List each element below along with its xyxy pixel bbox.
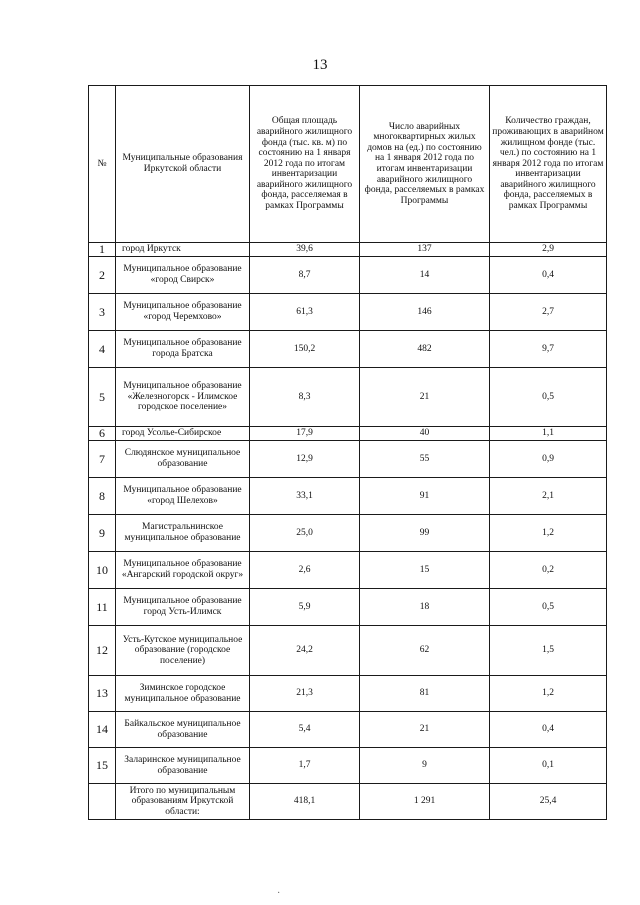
row-municipality: Муниципальное образование «Железногорск - Илимское городское поселение»: [116, 368, 250, 427]
row-citizens: 1,2: [490, 515, 607, 552]
total-citizens: 25,4: [490, 784, 607, 820]
row-num: 7: [89, 441, 116, 478]
total-houses: 1 291: [360, 784, 490, 820]
row-num: 6: [89, 427, 116, 441]
row-num: 12: [89, 626, 116, 676]
row-area: 150,2: [250, 331, 360, 368]
row-area: 39,6: [250, 243, 360, 257]
row-area: 61,3: [250, 294, 360, 331]
row-houses: 40: [360, 427, 490, 441]
row-houses: 482: [360, 331, 490, 368]
row-municipality: Муниципальное образование «город Шелехов»: [116, 478, 250, 515]
row-houses: 99: [360, 515, 490, 552]
row-citizens: 1,1: [490, 427, 607, 441]
row-area: 2,6: [250, 552, 360, 589]
header-area: Общая площадь аварийного жилищного фонда (тыс. кв. м) по состоянию на 1 января 2012 года по итогам инвентаризации аварийного жилищного фонда, расселяемая в рамках Программы: [250, 86, 360, 243]
row-houses: 15: [360, 552, 490, 589]
row-citizens: 0,1: [490, 748, 607, 784]
row-citizens: 0,9: [490, 441, 607, 478]
row-citizens: 2,7: [490, 294, 607, 331]
row-houses: 14: [360, 257, 490, 294]
table-row: [89, 552, 607, 589]
row-municipality: город Иркутск: [116, 243, 250, 257]
row-municipality: Зиминское городское муниципальное образование: [116, 676, 250, 712]
table-row: [89, 589, 607, 626]
row-area: 12,9: [250, 441, 360, 478]
row-num: 13: [89, 676, 116, 712]
row-num: 10: [89, 552, 116, 589]
page-number: 13: [312, 57, 328, 73]
row-num: 14: [89, 712, 116, 748]
table-row: [89, 331, 607, 368]
row-citizens: 2,1: [490, 478, 607, 515]
row-area: 1,7: [250, 748, 360, 784]
row-num: 9: [89, 515, 116, 552]
row-area: 21,3: [250, 676, 360, 712]
row-houses: 21: [360, 712, 490, 748]
row-area: 25,0: [250, 515, 360, 552]
row-citizens: 1,5: [490, 626, 607, 676]
row-municipality: Заларинское муниципальное образование: [116, 748, 250, 784]
header-citizens: Количество граждан, проживающих в аварийном жилищном фонде (тыс. чел.) по состоянию на 1 января 2012 года по итогам инвентаризации аварийного жилищного фонда, расселяемых в рамках Программы: [490, 86, 607, 243]
row-citizens: 0,5: [490, 368, 607, 427]
row-area: 17,9: [250, 427, 360, 441]
row-citizens: 0,4: [490, 257, 607, 294]
row-municipality: Муниципальное образование «город Свирск»: [116, 257, 250, 294]
row-houses: 91: [360, 478, 490, 515]
row-num: 1: [89, 243, 116, 257]
row-municipality: Муниципальное образование «Ангарский городской округ»: [116, 552, 250, 589]
row-houses: 18: [360, 589, 490, 626]
row-houses: 55: [360, 441, 490, 478]
row-citizens: 0,2: [490, 552, 607, 589]
total-area: 418,1: [250, 784, 360, 820]
row-municipality: Слюдянское муниципальное образование: [116, 441, 250, 478]
table-header-row: [89, 86, 607, 243]
row-area: 8,3: [250, 368, 360, 427]
table-row: [89, 243, 607, 257]
row-area: 33,1: [250, 478, 360, 515]
row-area: 24,2: [250, 626, 360, 676]
table-row: [89, 257, 607, 294]
table-row: [89, 441, 607, 478]
row-citizens: 9,7: [490, 331, 607, 368]
scan-mark: ·: [277, 888, 281, 899]
row-municipality: город Усолье-Сибирское: [116, 427, 250, 441]
row-citizens: 0,4: [490, 712, 607, 748]
total-num: [89, 784, 116, 820]
housing-table: [88, 85, 607, 820]
table-row: [89, 294, 607, 331]
row-houses: 137: [360, 243, 490, 257]
row-citizens: 0,5: [490, 589, 607, 626]
row-houses: 81: [360, 676, 490, 712]
row-num: 15: [89, 748, 116, 784]
table-row: [89, 478, 607, 515]
row-municipality: Байкальское муниципальное образование: [116, 712, 250, 748]
row-num: 3: [89, 294, 116, 331]
row-municipality: Муниципальное образование города Братска: [116, 331, 250, 368]
row-area: 5,9: [250, 589, 360, 626]
row-municipality: Магистральнинское муниципальное образование: [116, 515, 250, 552]
row-area: 5,4: [250, 712, 360, 748]
row-houses: 62: [360, 626, 490, 676]
table-row: [89, 712, 607, 748]
table-row: [89, 626, 607, 676]
header-houses: Число аварийных многоквартирных жилых домов на (ед.) по состоянию на 1 января 2012 года по итогам инвентаризации аварийного жилищного фонда, расселяемых в рамках Программы: [360, 86, 490, 243]
row-houses: 146: [360, 294, 490, 331]
table-row: [89, 515, 607, 552]
row-num: 2: [89, 257, 116, 294]
table-row: [89, 368, 607, 427]
row-municipality: Усть-Кутское муниципальное образование (городское поселение): [116, 626, 250, 676]
header-municipality: Муниципальные образования Иркутской области: [116, 86, 250, 243]
table-total-row: [89, 784, 607, 820]
table-row: [89, 676, 607, 712]
row-area: 8,7: [250, 257, 360, 294]
row-municipality: Муниципальное образование «город Черемхово»: [116, 294, 250, 331]
row-num: 4: [89, 331, 116, 368]
row-citizens: 1,2: [490, 676, 607, 712]
row-houses: 9: [360, 748, 490, 784]
table-row: [89, 427, 607, 441]
total-label: Итого по муниципальным образованиям Иркутской области:: [116, 784, 250, 820]
row-num: 11: [89, 589, 116, 626]
header-num: №: [89, 86, 116, 243]
row-num: 8: [89, 478, 116, 515]
row-citizens: 2,9: [490, 243, 607, 257]
row-municipality: Муниципальное образование город Усть-Илимск: [116, 589, 250, 626]
row-num: 5: [89, 368, 116, 427]
row-houses: 21: [360, 368, 490, 427]
table-row: [89, 748, 607, 784]
